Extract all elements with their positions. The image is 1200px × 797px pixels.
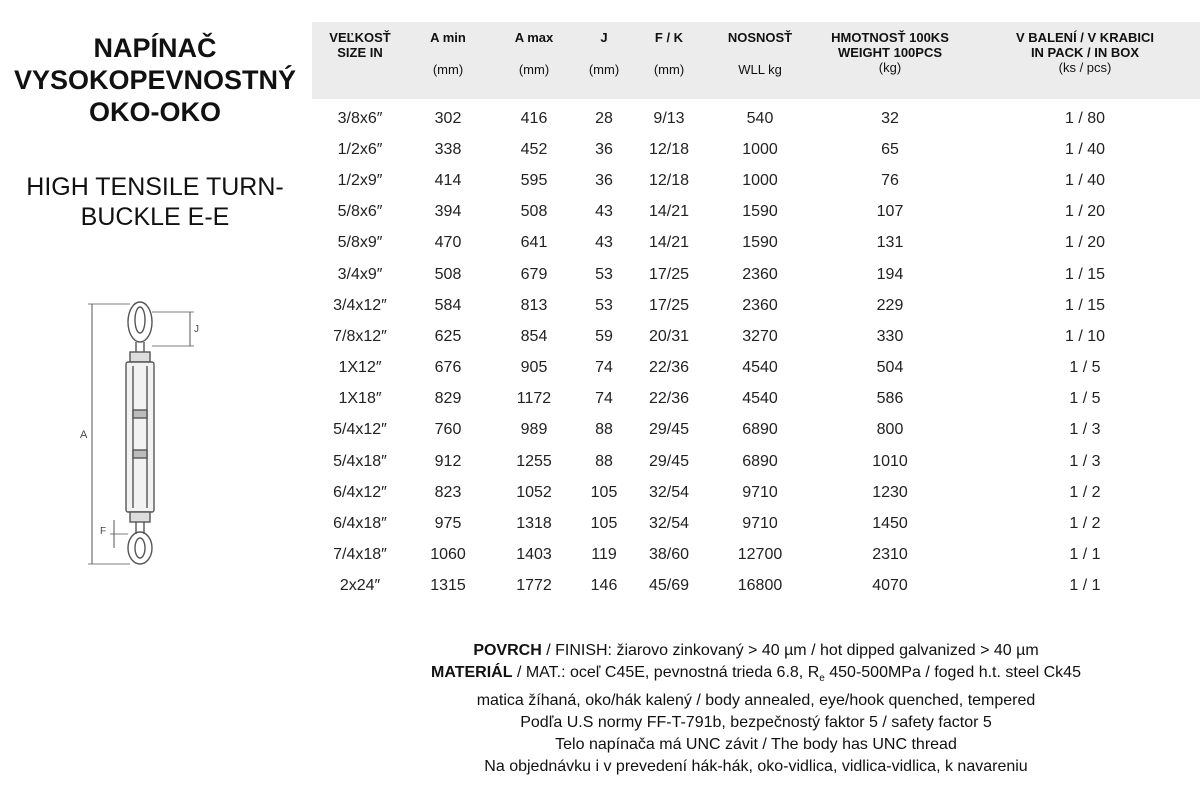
note-label: POVRCH (473, 642, 542, 659)
title-line: NAPÍNAČ (93, 33, 217, 63)
table-cell: 32 (881, 109, 899, 127)
table-cell: 105 (590, 483, 618, 501)
header-unit: (mm) (588, 62, 620, 77)
note-text: / MAT.: oceľ C45E, pevnostná trieda 6.8, R (512, 664, 820, 681)
table-cell: 1 / 1 (1069, 546, 1101, 564)
table-cell: 14/21 (648, 234, 690, 252)
table-cell: 540 (746, 109, 774, 127)
table-row (312, 477, 1200, 508)
table-cell: 1315 (430, 577, 466, 595)
table-cell: 302 (434, 109, 462, 127)
table-row (312, 197, 1200, 228)
table-cell: 105 (590, 515, 618, 533)
table-body (312, 99, 1200, 602)
subtitle-line: HIGH TENSILE TURN- (26, 173, 284, 201)
table-cell: 7/4x18″ (333, 546, 387, 564)
header-a-max (488, 22, 580, 99)
table-cell: 452 (520, 140, 548, 158)
header-wll (710, 22, 810, 99)
table-cell: 1 / 10 (1064, 327, 1106, 345)
table-cell: 508 (520, 203, 548, 221)
dimension-f-label: F (100, 526, 107, 537)
table-cell: 1 / 5 (1069, 390, 1101, 408)
header-line: J (600, 30, 608, 45)
table-cell: 12/18 (648, 140, 690, 158)
header-line: SIZE IN (337, 45, 383, 60)
table-cell: 6890 (742, 421, 778, 439)
table-cell: 813 (520, 296, 548, 314)
table-row (312, 259, 1200, 290)
table-cell: 1000 (742, 140, 778, 158)
table-cell: 3270 (742, 327, 778, 345)
table-cell: 508 (434, 265, 462, 283)
table-cell: 1 / 1 (1069, 577, 1101, 595)
table-cell: 338 (434, 140, 462, 158)
table-cell: 1 / 3 (1069, 421, 1101, 439)
table-cell: 2x24″ (339, 577, 381, 595)
table-cell: 330 (876, 327, 904, 345)
table-row (312, 415, 1200, 446)
table-cell: 22/36 (648, 390, 690, 408)
table-cell: 1403 (516, 546, 552, 564)
table-cell: 2360 (742, 296, 778, 314)
table-cell: 17/25 (648, 296, 690, 314)
table-cell: 1 / 15 (1064, 296, 1106, 314)
table-cell: 854 (520, 327, 548, 345)
table-row (312, 540, 1200, 571)
table-cell: 1 / 40 (1064, 171, 1106, 189)
table-cell: 1010 (872, 452, 908, 470)
table-cell: 1000 (742, 171, 778, 189)
table-cell: 823 (434, 483, 462, 501)
table-cell: 16800 (737, 577, 783, 595)
turnbuckle-body (126, 362, 154, 512)
title-line: OKO-OKO (89, 97, 221, 127)
table-cell: 146 (590, 577, 618, 595)
table-cell: 22/36 (648, 359, 690, 377)
table-cell: 6890 (742, 452, 778, 470)
table-row (312, 99, 1200, 134)
table-cell: 1 / 2 (1069, 483, 1101, 501)
header-unit: (mm) (432, 62, 464, 77)
table-cell: 1230 (872, 483, 908, 501)
table-cell: 9710 (742, 515, 778, 533)
spec-table-wrap (312, 22, 1200, 602)
table-cell: 800 (876, 421, 904, 439)
table-row (312, 290, 1200, 321)
table-cell: 12700 (737, 546, 783, 564)
table-cell: 88 (595, 452, 613, 470)
bottom-nut (130, 512, 150, 522)
table-row (312, 353, 1200, 384)
table-cell: 1060 (430, 546, 466, 564)
header-line: F / K (654, 30, 684, 45)
table-cell: 676 (434, 359, 462, 377)
table-cell: 1 / 40 (1064, 140, 1106, 158)
table-cell: 989 (520, 421, 548, 439)
table-cell: 5/8x9″ (337, 234, 383, 252)
product-subtitle (0, 172, 310, 232)
table-cell: 975 (434, 515, 462, 533)
note-line: Podľa U.S normy FF-T-791b, bezpečnostý faktor 5 / safety factor 5 (520, 714, 992, 732)
table-cell: 1 / 2 (1069, 515, 1101, 533)
header-j (580, 22, 628, 99)
dimension-j-label: J (194, 324, 199, 335)
dimension-a-label: A (80, 429, 88, 441)
left-column (0, 0, 310, 797)
table-cell: 414 (434, 171, 462, 189)
table-cell: 1 / 5 (1069, 359, 1101, 377)
note-line: Telo napínača má UNC závit / The body has UNC thread (555, 736, 957, 754)
table-row (312, 508, 1200, 539)
table-row (312, 571, 1200, 602)
table-cell: 1590 (742, 234, 778, 252)
table-cell: 1X18″ (338, 390, 382, 408)
title-line: VYSOKOPEVNOSTNÝ (13, 65, 297, 95)
table-cell: 3/4x9″ (337, 265, 383, 283)
table-cell: 9/13 (653, 109, 685, 127)
table-cell: 32/54 (648, 515, 690, 533)
spec-table (312, 22, 1200, 602)
table-cell: 416 (520, 109, 548, 127)
table-cell: 5/4x12″ (333, 421, 387, 439)
header-line: WEIGHT 100PCS (837, 45, 943, 60)
table-row (312, 321, 1200, 352)
note-text: 450-500MPa / foged h.t. steel Ck45 (824, 664, 1081, 681)
table-row (312, 228, 1200, 259)
table-cell: 1X12″ (338, 359, 382, 377)
table-cell: 1 / 20 (1064, 234, 1106, 252)
table-cell: 9710 (742, 483, 778, 501)
header-line: V BALENÍ / V KRABICI (1016, 30, 1154, 45)
note-label: MATERIÁL (431, 664, 513, 681)
header-line: A max (514, 30, 554, 45)
table-cell: 1 / 3 (1069, 452, 1101, 470)
table-cell: 3/8x6″ (337, 109, 383, 127)
table-cell: 74 (595, 390, 613, 408)
table-cell: 7/8x12″ (333, 327, 387, 345)
table-cell: 641 (520, 234, 548, 252)
table-cell: 17/25 (648, 265, 690, 283)
table-cell: 1772 (516, 577, 552, 595)
table-cell: 912 (434, 452, 462, 470)
table-cell: 29/45 (648, 452, 690, 470)
table-cell: 905 (520, 359, 548, 377)
table-cell: 74 (595, 359, 613, 377)
table-cell: 107 (876, 203, 904, 221)
table-cell: 4540 (742, 390, 778, 408)
table-row (312, 384, 1200, 415)
table-cell: 36 (595, 140, 613, 158)
header-f-k (628, 22, 710, 99)
table-cell: 38/60 (648, 546, 690, 564)
note-text: / FINISH: žiarovo zinkovaný > 40 µm / hot dipped galvanized > 40 µm (541, 642, 1039, 659)
table-cell: 76 (881, 171, 899, 189)
table-cell: 53 (595, 296, 613, 314)
table-cell: 504 (876, 359, 904, 377)
table-cell: 3/4x12″ (333, 296, 387, 314)
top-nut (130, 352, 150, 362)
table-row (312, 165, 1200, 196)
table-cell: 29/45 (648, 421, 690, 439)
table-cell: 88 (595, 421, 613, 439)
table-cell: 586 (876, 390, 904, 408)
header-unit: (ks / pcs) (1058, 60, 1112, 75)
header-size (312, 22, 408, 99)
table-cell: 6/4x18″ (333, 515, 387, 533)
table-cell: 28 (595, 109, 613, 127)
table-cell: 53 (595, 265, 613, 283)
table-cell: 32/54 (648, 483, 690, 501)
table-cell: 1052 (516, 483, 552, 501)
note-material (312, 662, 1200, 690)
header-unit: (kg) (878, 60, 902, 75)
note-subscript: e (819, 673, 825, 685)
table-cell: 1255 (516, 452, 552, 470)
table-cell: 1450 (872, 515, 908, 533)
table-cell: 14/21 (648, 203, 690, 221)
subtitle-line: BUCKLE E-E (80, 203, 230, 231)
header-line: HMOTNOSŤ 100KS (831, 30, 949, 45)
note-line: matica žíhaná, oko/hák kalený / body annealed, eye/hook quenched, tempered (476, 692, 1036, 710)
table-cell: 45/69 (648, 577, 690, 595)
header-line: IN PACK / IN BOX (1030, 45, 1140, 60)
product-title (0, 32, 310, 128)
table-cell: 6/4x12″ (333, 483, 387, 501)
table-cell: 2360 (742, 265, 778, 283)
turnbuckle-drawing (70, 290, 210, 580)
table-cell: 1/2x6″ (337, 140, 383, 158)
table-cell: 584 (434, 296, 462, 314)
header-unit: (mm) (653, 62, 685, 77)
top-eye (128, 302, 152, 342)
table-cell: 4540 (742, 359, 778, 377)
table-cell: 595 (520, 171, 548, 189)
table-cell: 1/2x9″ (337, 171, 383, 189)
table-row (312, 134, 1200, 165)
product-notes (312, 640, 1200, 778)
table-cell: 59 (595, 327, 613, 345)
header-pack (970, 22, 1200, 99)
header-line: VEĽKOSŤ (329, 30, 391, 45)
table-cell: 5/8x6″ (337, 203, 383, 221)
table-header-row (312, 22, 1200, 99)
note-line: Na objednávku i v prevedení hák-hák, oko-vidlica, vidlica-vidlica, k navareniu (484, 758, 1028, 776)
table-cell: 229 (876, 296, 904, 314)
header-unit: (mm) (518, 62, 550, 77)
table-row (312, 446, 1200, 477)
table-cell: 2310 (872, 546, 908, 564)
table-cell: 119 (591, 546, 617, 564)
table-cell: 194 (876, 265, 904, 283)
table-cell: 36 (595, 171, 613, 189)
table-cell: 1590 (742, 203, 778, 221)
table-cell: 394 (434, 203, 462, 221)
header-line: NOSNOSŤ (727, 30, 793, 45)
table-cell: 679 (520, 265, 548, 283)
table-cell: 43 (595, 203, 613, 221)
table-cell: 625 (434, 327, 462, 345)
table-cell: 4070 (872, 577, 908, 595)
header-a-min (408, 22, 488, 99)
table-cell: 5/4x18″ (333, 452, 387, 470)
table-cell: 20/31 (648, 327, 690, 345)
header-line: A min (430, 30, 466, 45)
table-cell: 1 / 80 (1064, 109, 1106, 127)
bottom-eye (128, 532, 152, 564)
table-cell: 829 (434, 390, 462, 408)
table-cell: 760 (434, 421, 462, 439)
header-weight (810, 22, 970, 99)
table-cell: 43 (595, 234, 613, 252)
note-finish (312, 640, 1200, 662)
table-cell: 470 (434, 234, 462, 252)
table-cell: 1172 (516, 390, 552, 408)
table-cell: 1318 (516, 515, 552, 533)
table-cell: 1 / 20 (1064, 203, 1106, 221)
table-cell: 12/18 (648, 171, 690, 189)
table-cell: 1 / 15 (1064, 265, 1106, 283)
header-unit: WLL kg (738, 62, 782, 77)
table-cell: 131 (876, 234, 904, 252)
table-cell: 65 (881, 140, 899, 158)
